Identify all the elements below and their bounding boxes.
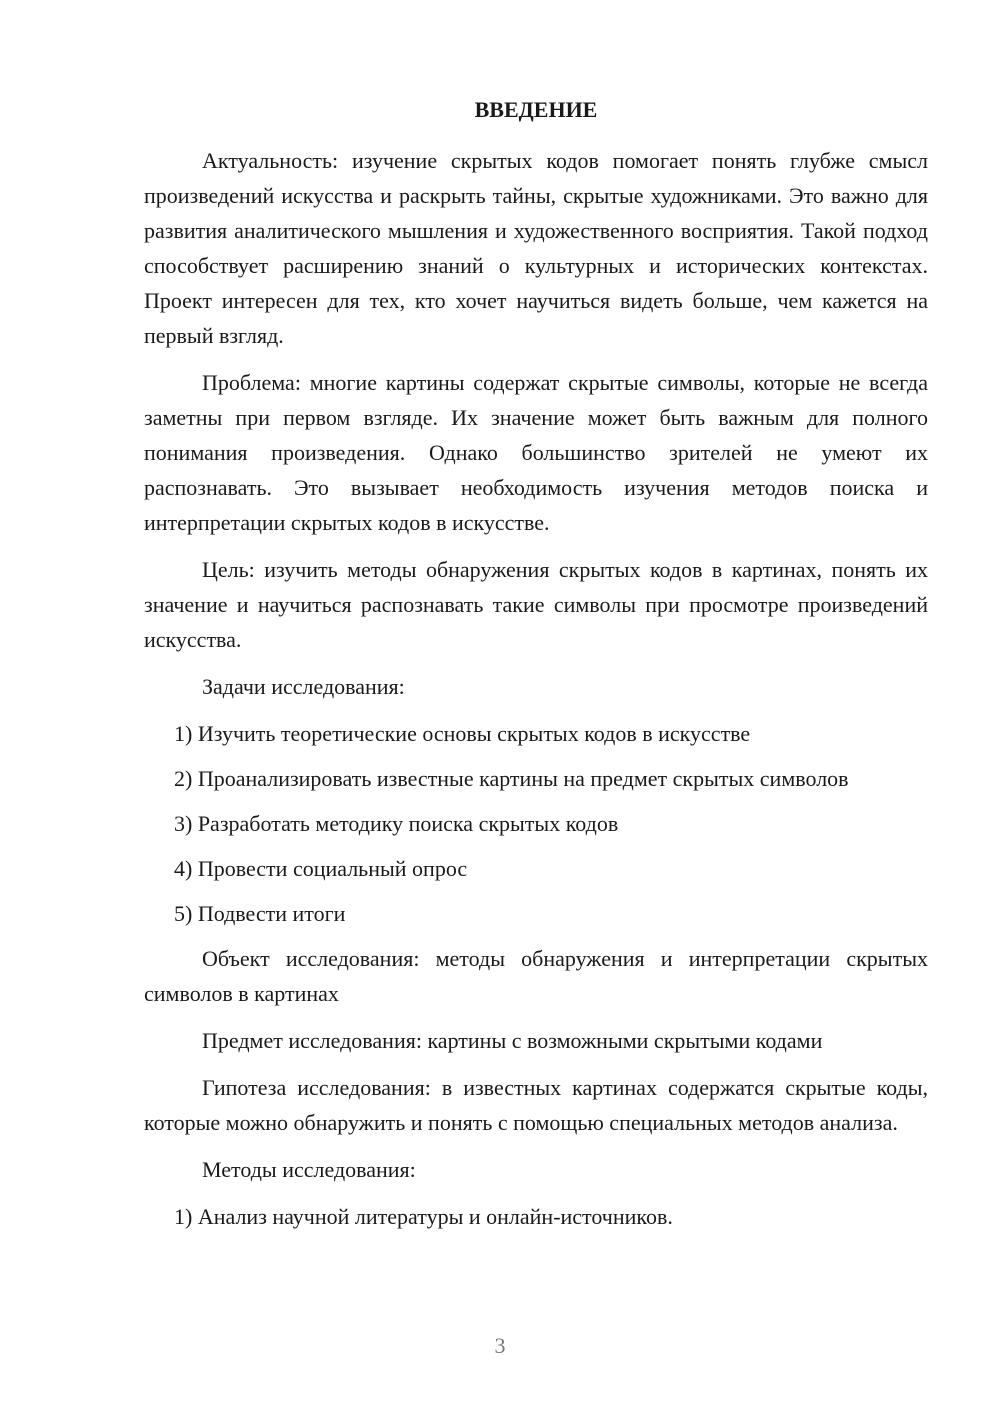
paragraph-object: Объект исследования: методы обнаружения и интерпретации скрытых символов в картинах [144,946,928,1006]
method-item-1: 1) Анализ научной литературы и онлайн-источников. [174,1204,673,1229]
paragraph-relevance: Актуальность: изучение скрытых кодов помогает понять глубже смысл произведений искусства и раскрыть тайны, скрытые художниками. Это важно для развития аналитического мышления и художественного восприятия. Такой подход способствует расширению знаний о культурных и исторических контекстах. Проект интересен для тех, кто хочет научиться видеть больше, чем кажется на первый взгляд. [144,148,928,348]
task-item-1: 1) Изучить теоретические основы скрытых кодов в искусстве [174,721,751,746]
page-number: 3 [494,1333,506,1358]
page-title: ВВЕДЕНИЕ [474,97,598,122]
task-item-5: 5) Подвести итоги [174,901,346,926]
paragraph-subject: Предмет исследования: картины с возможными скрытыми кодами [202,1028,823,1053]
tasks-heading: Задачи исследования: [202,674,405,699]
methods-heading: Методы исследования: [202,1157,416,1182]
task-item-3: 3) Разработать методику поиска скрытых кодов [174,811,619,836]
paragraph-hypothesis: Гипотеза исследования: в известных картинах содержатся скрытые коды, которые можно обнаружить и понять с помощью специальных методов анализа. [144,1075,928,1135]
task-item-4: 4) Провести социальный опрос [174,856,468,881]
paragraph-problem: Проблема: многие картины содержат скрытые символы, которые не всегда заметны при первом взгляде. Их значение может быть важным для полного понимания произведения. Однако большинство зрителей не умеют их распознавать. Это вызывает необходимость изучения методов поиска и интерпретации скрытых кодов в искусстве. [144,370,928,535]
document-page [144,94,928,1244]
task-item-2: 2) Проанализировать известные картины на предмет скрытых символов [174,766,849,791]
paragraph-goal: Цель: изучить методы обнаружения скрытых кодов в картинах, понять их значение и научиться распознавать такие символы при просмотре произведений искусства. [144,557,928,652]
